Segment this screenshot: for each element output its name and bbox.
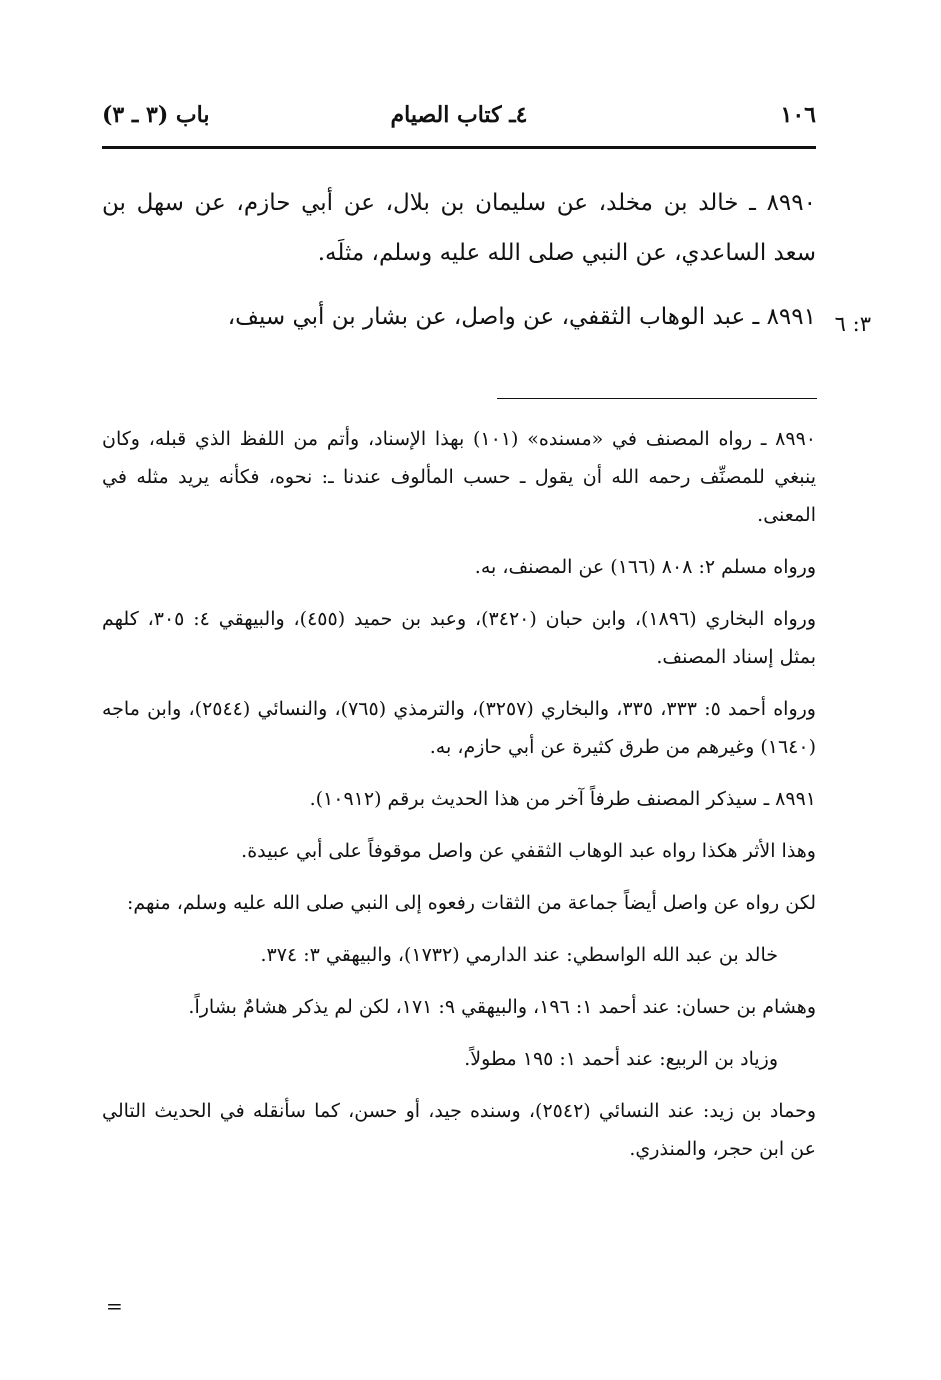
footnotes <box>102 420 816 1182</box>
hadith-8990: ٨٩٩٠ ـ خالد بن مخلد، عن سليمان بن بلال، عن أبي حازم، عن سهل بن سعد الساعدي، عن النبي صلى الله عليه وسلم، مثلَه. <box>102 190 816 266</box>
footnote-paragraph: وهشام بن حسان: عند أحمد ١: ١٩٦، والبيهقي ٩: ١٧١، لكن لم يذكر هشامٌ بشاراً. <box>188 996 816 1018</box>
header-rule <box>102 146 816 149</box>
footnote-paragraph: ورواه أحمد ٥: ٣٣٣، ٣٣٥، والبخاري (٣٢٥٧)، والترمذي (٧٦٥)، والنسائي (٢٥٤٤)، وابن ماجه (١٦٤٠) وغيرهم من طرق كثيرة عن أبي حازم، به. <box>102 698 816 758</box>
footnote-paragraph: وهذا الأثر هكذا رواه عبد الوهاب الثقفي عن واصل موقوفاً على أبي عبيدة. <box>241 840 816 862</box>
page-number: ١٠٦ <box>780 102 816 128</box>
footnote-paragraph: وحماد بن زيد: عند النسائي (٢٥٤٢)، وسنده جيد، أو حسن، كما سأنقله في الحديث التالي عن ابن حجر، والمنذري. <box>102 1100 816 1160</box>
footnote-paragraph: ٨٩٩١ ـ سيذكر المصنف طرفاً آخر من هذا الحديث برقم (١٠٩١٢). <box>309 788 816 810</box>
footnote-paragraph: ورواه البخاري (١٨٩٦)، وابن حبان (٣٤٢٠)، وعبد بن حميد (٤٥٥)، والبيهقي ٤: ٣٠٥، كلهم بمثل إسناد المصنف. <box>102 608 816 668</box>
footnote-paragraph: لكن رواه عن واصل أيضاً جماعة من الثقات رفعوه إلى النبي صلى الله عليه وسلم، منهم: <box>126 892 816 914</box>
page-header <box>102 98 816 138</box>
footnote-paragraph: ورواه مسلم ٢: ٨٠٨ (١٦٦) عن المصنف، به. <box>474 556 816 578</box>
main-text <box>102 178 816 356</box>
chapter-reference: باب (٣ ـ ٣) <box>102 102 210 128</box>
continuation-mark: = <box>106 1294 123 1318</box>
footnote-paragraph: ٨٩٩٠ ـ رواه المصنف في «مسنده» (١٠١) بهذا الإسناد، وأتم من اللفظ الذي قبله، وكان ينبغي للمصنِّف رحمه الله أن يقول ـ حسب المألوف عندنا ـ: نحوه، فكأنه يريد مثله في المعنى. <box>102 428 816 526</box>
footnote-paragraph: خالد بن عبد الله الواسطي: عند الدارمي (١٧٣٢)، والبيهقي ٣: ٣٧٤. <box>260 944 778 966</box>
hadith-8991: ٨٩٩١ ـ عبد الوهاب الثقفي، عن واصل، عن بشار بن أبي سيف، <box>227 304 816 330</box>
book-title: ٤ـ كتاب الصيام <box>390 102 528 128</box>
footnote-separator <box>497 398 817 399</box>
margin-reference: ٣: ٦ <box>834 312 871 336</box>
footnote-paragraph: وزياد بن الربيع: عند أحمد ١: ١٩٥ مطولاً. <box>464 1048 778 1070</box>
